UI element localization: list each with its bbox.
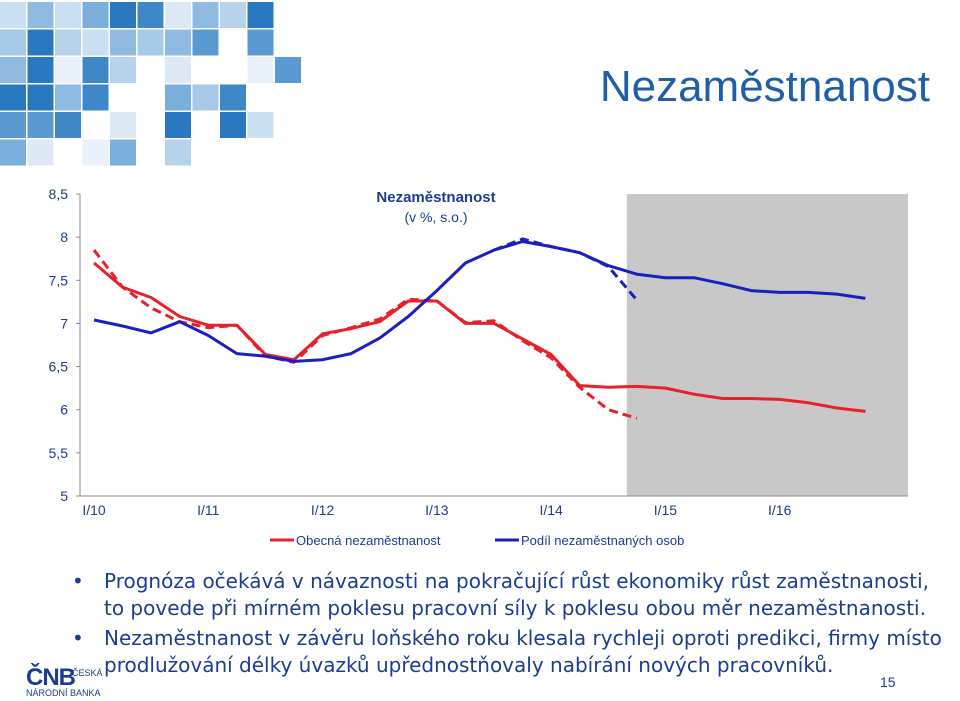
y-tick-label: 8,5	[48, 186, 68, 202]
mosaic-tile	[193, 2, 219, 28]
mosaic-tile	[110, 57, 136, 83]
page-number: 15	[880, 674, 896, 690]
x-tick-label: I/16	[768, 502, 792, 518]
legend-label: Obecná nezaměstnanost	[296, 533, 441, 548]
x-tick-label: I/12	[310, 502, 335, 518]
mosaic-tile	[165, 2, 191, 28]
forecast-area	[627, 194, 908, 496]
y-tick-label: 6,5	[48, 358, 68, 375]
x-tick-label: I/15	[653, 502, 678, 518]
mosaic-tile	[138, 2, 164, 28]
y-axis	[49, 186, 80, 504]
x-axis	[80, 496, 908, 518]
mosaic-tile	[0, 2, 26, 28]
y-tick-label: 5	[60, 488, 68, 504]
slide-title: Nezaměstnanost	[599, 62, 930, 111]
mosaic-tile	[193, 85, 219, 111]
mosaic-tile	[0, 140, 26, 166]
bullet-list	[70, 568, 950, 682]
chart-title: Nezaměstnanost	[376, 189, 496, 206]
x-tick-label: I/10	[82, 502, 106, 518]
bullet-item: • Nezaměstnanost v závěru loňského roku klesala rychleji oproti predikci, firmy místo prodlužování délky úvazků upřednostňovaly nabírání nových pracovníků.	[70, 625, 950, 679]
mosaic-tile	[248, 112, 274, 138]
mosaic-tile	[0, 57, 26, 83]
y-tick-label: 5,5	[48, 444, 68, 461]
logo-text-line1: ČESKÁ	[72, 668, 103, 678]
mosaic-tile	[0, 112, 26, 138]
series-line-1	[94, 250, 637, 418]
y-tick-label: 7,5	[48, 272, 68, 289]
mosaic-tile	[28, 57, 54, 83]
mosaic-tile	[83, 2, 109, 28]
mosaic-tile	[248, 2, 274, 28]
x-tick-label: I/13	[425, 502, 449, 518]
mosaic-tile	[193, 30, 219, 56]
mosaic-tile	[220, 85, 246, 111]
mosaic-tile	[55, 112, 81, 138]
mosaic-tile	[165, 140, 191, 166]
mosaic-tile	[28, 85, 54, 111]
chart-legend	[270, 533, 684, 548]
x-tick-label: I/14	[539, 502, 563, 518]
mosaic-tile	[110, 2, 136, 28]
y-tick-label: 8	[60, 229, 68, 246]
mosaic-tile	[220, 2, 246, 28]
cnb-logo	[26, 664, 122, 698]
chart-subtitle: (v %, s.o.)	[404, 209, 468, 225]
bullet-item: • Prognóza očekává v návaznosti na pokračující růst ekonomiky růst zaměstnanosti, to povede při mírném poklesu pracovní síly k poklesu obou měr nezaměstnanosti.	[70, 568, 950, 622]
mosaic-tile	[165, 30, 191, 56]
mosaic-tile	[165, 85, 191, 111]
mosaic-tile	[165, 112, 191, 138]
mosaic-tile	[138, 30, 164, 56]
mosaic-tile	[83, 85, 109, 111]
logo-text-line2: NÁRODNÍ BANKA	[26, 688, 101, 698]
header-mosaic	[0, 0, 330, 176]
mosaic-tile	[248, 57, 274, 83]
mosaic-tile	[83, 30, 109, 56]
mosaic-tile	[110, 30, 136, 56]
mosaic-tile	[275, 57, 301, 83]
mosaic-tile	[0, 85, 26, 111]
legend-label: Podíl nezaměstnaných osob	[521, 533, 685, 548]
mosaic-tile	[110, 112, 136, 138]
mosaic-tile	[28, 2, 54, 28]
mosaic-tile	[83, 140, 109, 166]
mosaic-tile	[220, 112, 246, 138]
mosaic-tile	[165, 57, 191, 83]
mosaic-tile	[83, 57, 109, 83]
mosaic-tile	[0, 30, 26, 56]
y-tick-label: 7	[60, 315, 68, 332]
logo-mark: ČNB	[26, 664, 75, 691]
mosaic-tile	[110, 140, 136, 166]
mosaic-tile	[248, 30, 274, 56]
x-tick-label: I/11	[197, 502, 220, 518]
mosaic-tile	[55, 57, 81, 83]
y-tick-label: 6	[60, 401, 68, 418]
mosaic-tile	[28, 112, 54, 138]
mosaic-tile	[55, 2, 81, 28]
unemployment-chart	[0, 176, 960, 556]
mosaic-tile	[55, 30, 81, 56]
series-line-3	[494, 239, 637, 300]
mosaic-tile	[28, 30, 54, 56]
mosaic-tile	[55, 85, 81, 111]
mosaic-tile	[28, 140, 54, 166]
